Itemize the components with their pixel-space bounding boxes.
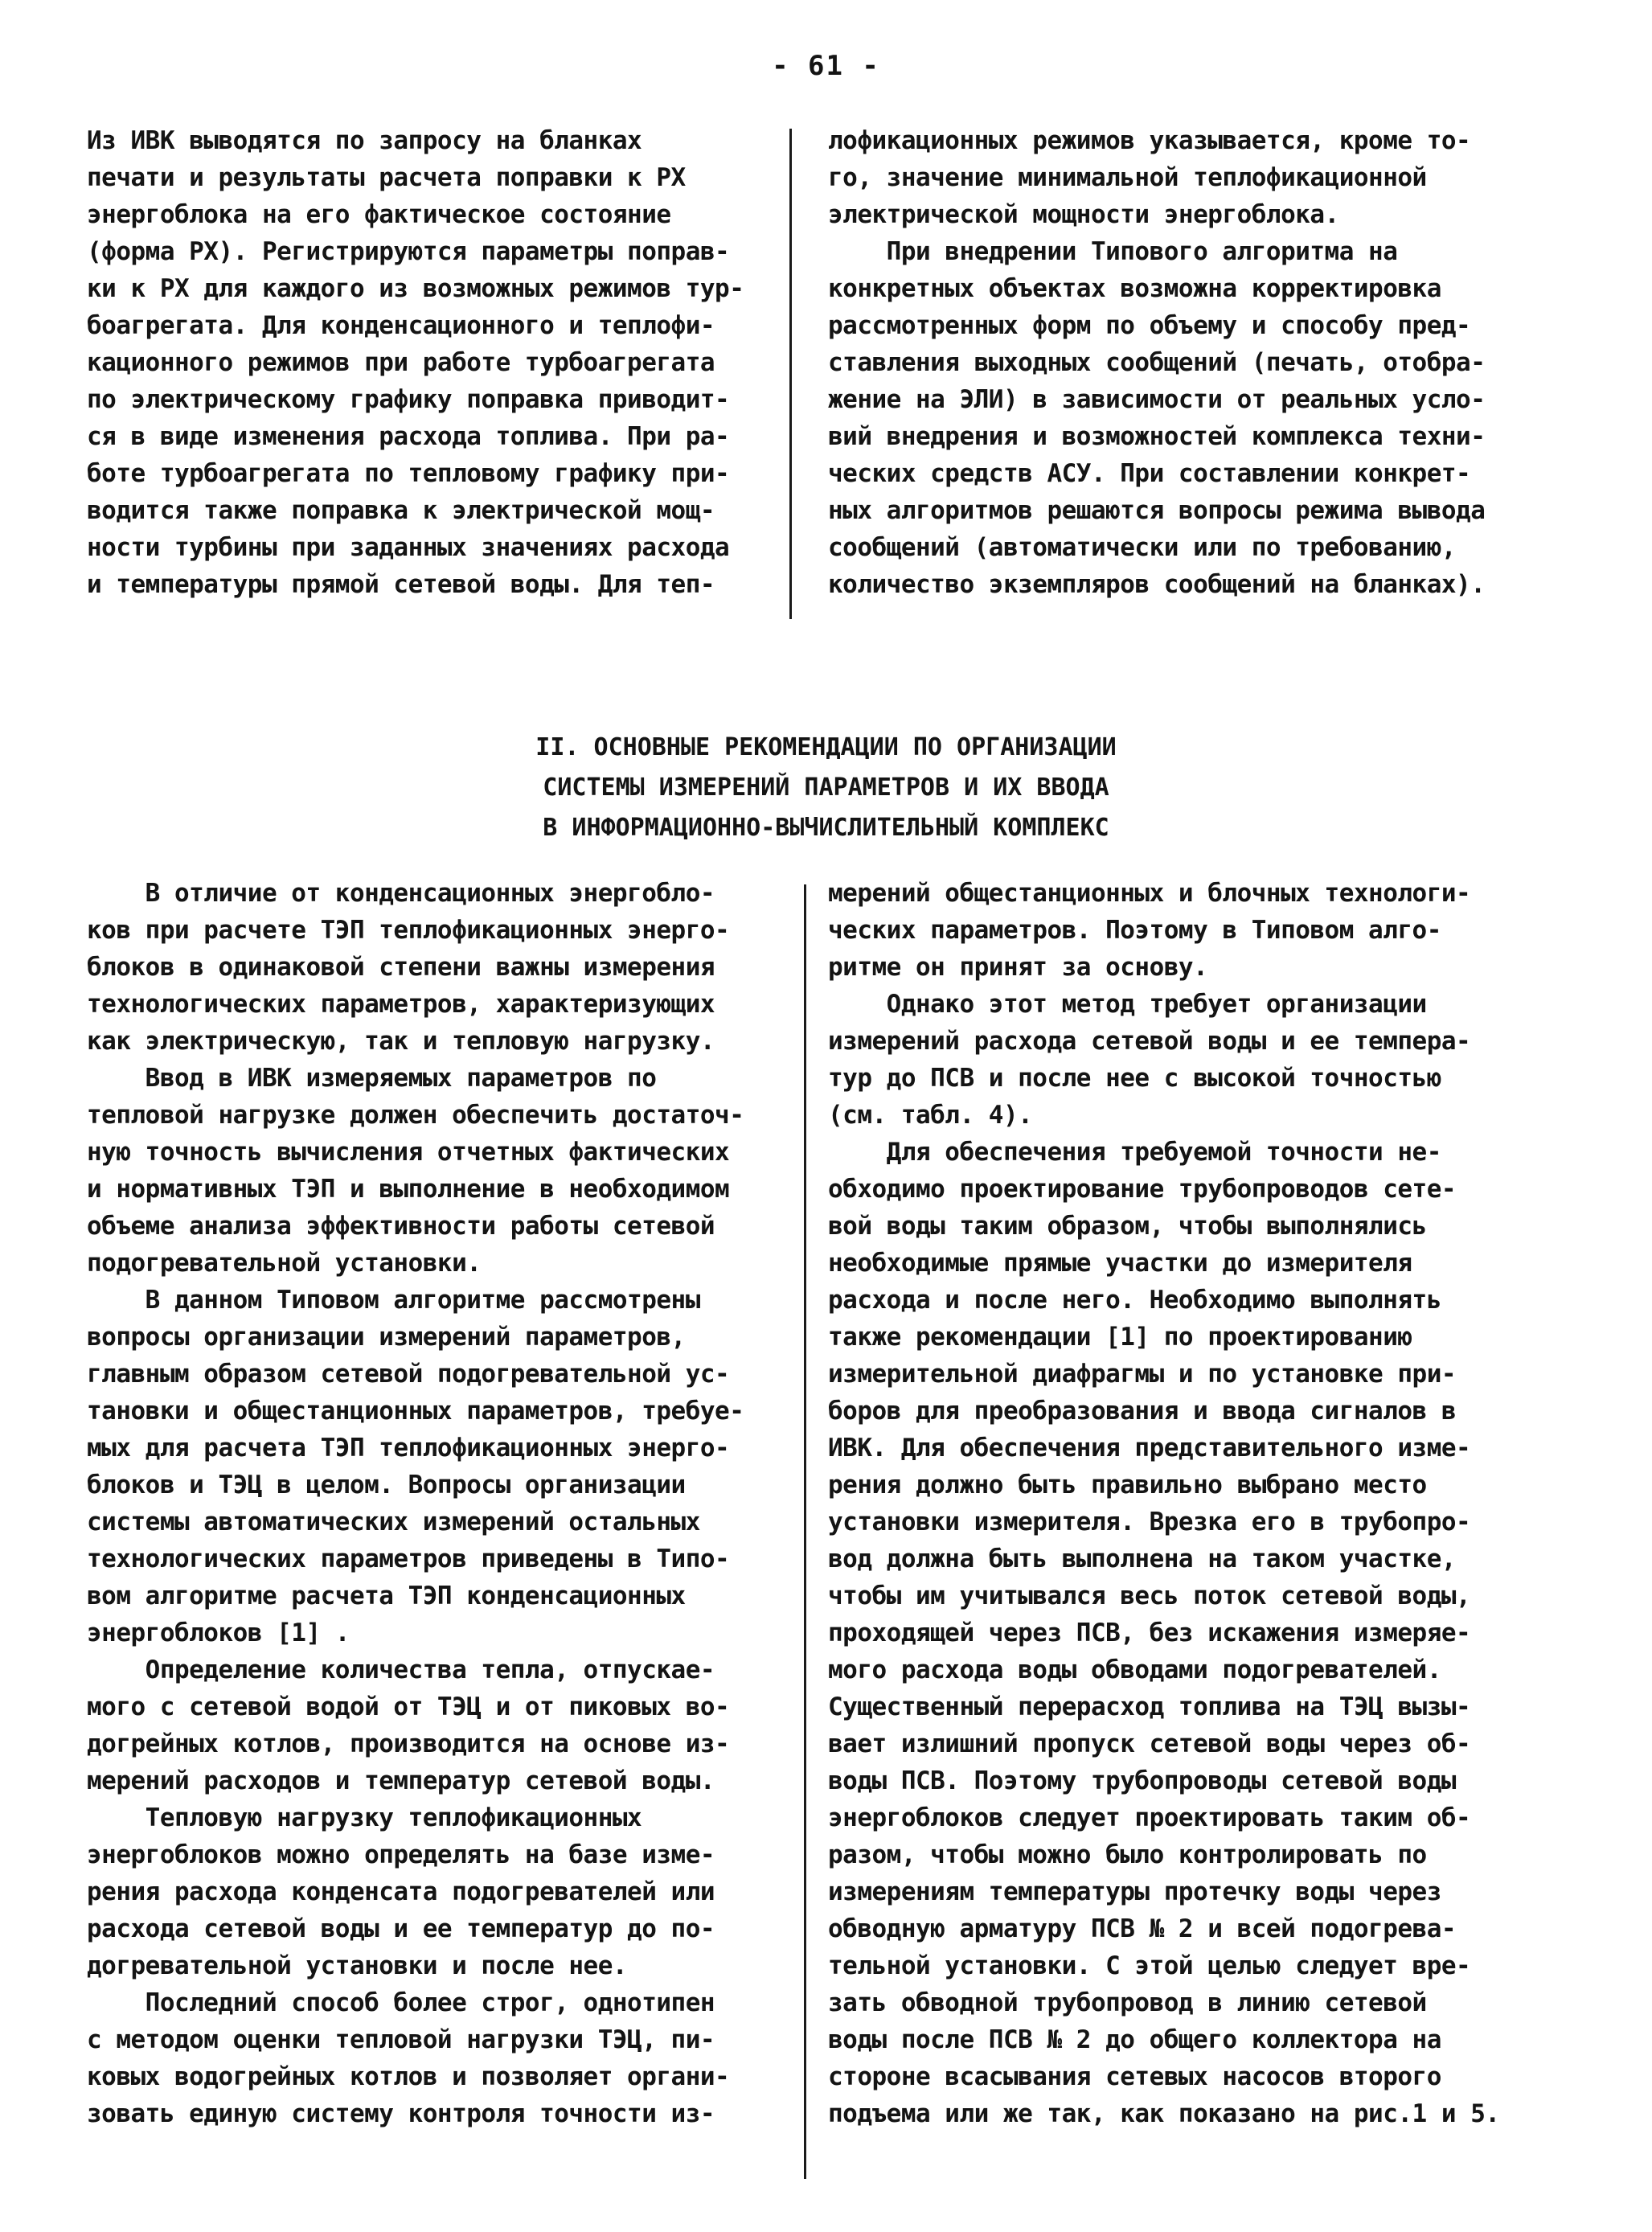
text-line: зовать единую систему контроля точности из- [87,2099,715,2128]
text-line: Из ИВК выводятся по запросу на бланках [87,126,642,155]
text-line: энергоблоков можно определять на базе изме- [87,1840,715,1869]
page-number: - 61 - [772,50,880,82]
text-line: вопросы организации измерений параметров, [87,1323,686,1352]
text-line: кационного режимов при работе турбоагрегата [87,348,715,377]
text-line: подъема или же так, как показано на рис.1 и 5. [828,2099,1500,2128]
text-line: воды после ПСВ № 2 до общего коллектора на [828,2025,1441,2054]
text-line: блоков в одинаковой степени важны измерения [87,953,715,982]
text-line: чтобы им учитывался весь поток сетевой воды, [828,1582,1471,1610]
text-line: рения должно быть правильно выбрано место [828,1471,1427,1500]
text-line: обходимо проектирование трубопроводов сете- [828,1175,1457,1204]
text-line: мых для расчета ТЭП теплофикационных энерго- [87,1434,730,1463]
text-line: расхода сетевой воды и ее температур до по- [87,1914,715,1943]
text-line: измерительной диафрагмы и по установке при- [828,1360,1457,1389]
text-line: как электрическую, так и тепловую нагрузку. [87,1027,715,1056]
text-line: Ввод в ИВК измеряемых параметров по [87,1064,657,1093]
text-line: энергоблоков [1] . [87,1619,350,1647]
text-line: (см. табл. 4). [828,1101,1033,1130]
text-line: В данном Типовом алгоритме рассмотрены [87,1286,700,1315]
text-line: лофикационных режимов указывается, кроме то- [828,126,1471,155]
text-line: тур до ПСВ и после нее с высокой точностью [828,1064,1441,1093]
text-line: мого с сетевой водой от ТЭЦ и от пиковых во- [87,1692,730,1721]
text-line: ки к РХ для каждого из возможных режимов тур- [87,274,744,303]
text-line: конкретных объектах возможна корректировка [828,274,1441,303]
text-line: блоков и ТЭЦ в целом. Вопросы организации [87,1471,686,1500]
text-line: Однако этот метод требует организации [828,990,1427,1019]
top-right-column [828,122,1535,603]
text-line: ся в виде изменения расхода топлива. При ра- [87,422,730,451]
text-line: сообщений (автоматически или по требованию, [828,533,1457,562]
text-line: по электрическому графику поправка приводит- [87,385,730,414]
text-line: и нормативных ТЭП и выполнение в необходимом [87,1175,730,1204]
text-line: воды ПСВ. Поэтому трубопроводы сетевой воды [828,1766,1457,1795]
text-line: ков при расчете ТЭП теплофикационных энерго- [87,916,730,945]
text-line: вой воды таким образом, чтобы выполнялись [828,1212,1427,1241]
bottom-left-column [87,875,794,2132]
text-line: ческих средств АСУ. При составлении конкрет- [828,459,1471,488]
text-line: энергоблоков следует проектировать таким об- [828,1803,1471,1832]
text-line: вом алгоритме расчета ТЭП конденсационных [87,1582,686,1610]
text-line: электрической мощности энергоблока. [828,200,1339,229]
text-line: ставления выходных сообщений (печать, отобра- [828,348,1486,377]
text-line: жение на ЭЛИ) в зависимости от реальных усло- [828,385,1486,414]
text-line: вает излишний пропуск сетевой воды через об- [828,1729,1471,1758]
text-line: стороне всасывания сетевых насосов второго [828,2062,1441,2091]
text-line: мерений общестанционных и блочных технологи- [828,879,1471,908]
text-line: проходящей через ПСВ, без искажения измеряе- [828,1619,1471,1647]
text-line: главным образом сетевой подогревательной ус- [87,1360,730,1389]
text-line: и температуры прямой сетевой воды. Для теп- [87,570,715,599]
text-line: ческих параметров. Поэтому в Типовом алго- [828,916,1441,945]
text-line: зать обводной трубопровод в линию сетевой [828,1988,1427,2017]
text-line: ных алгоритмов решаются вопросы режима вывода [828,496,1486,525]
text-line: догрейных котлов, производится на основе из- [87,1729,730,1758]
text-line: установки измерителя. Врезка его в трубопро- [828,1508,1471,1537]
text-line: вий внедрения и возможностей комплекса техни- [828,422,1486,451]
text-line: системы автоматических измерений остальных [87,1508,700,1537]
text-line: тельной установки. С этой целью следует вре- [828,1951,1471,1980]
text-line: подогревательной установки. [87,1249,482,1278]
text-line: с методом оценки тепловой нагрузки ТЭЦ, пи- [87,2025,715,2054]
text-line: также рекомендации [1] по проектированию [828,1323,1412,1352]
text-line: тепловой нагрузке должен обеспечить достаточ- [87,1101,744,1130]
text-line: мого расхода воды обводами подогревателей. [828,1656,1441,1684]
text-line: необходимые прямые участки до измерителя [828,1249,1412,1278]
column-divider-top [789,129,792,619]
text-line: тановки и общестанционных параметров, требуе- [87,1397,744,1426]
heading-line: СИСТЕМЫ ИЗМЕРЕНИЙ ПАРАМЕТРОВ И ИХ ВВОДА [543,773,1109,802]
text-line: ритме он принят за основу. [828,953,1208,982]
column-divider-bottom [804,884,806,2179]
text-line: рассмотренных форм по объему и способу пред- [828,311,1471,340]
heading-line: В ИНФОРМАЦИОННО-ВЫЧИСЛИТЕЛЬНЫЙ КОМПЛЕКС [543,814,1109,842]
text-line: расхода и после него. Необходимо выполнять [828,1286,1441,1315]
text-line: Существенный перерасход топлива на ТЭЦ вызы- [828,1692,1471,1721]
text-line: Определение количества тепла, отпускае- [87,1656,715,1684]
text-line: разом, чтобы можно было контролировать по [828,1840,1427,1869]
text-line: ковых водогрейных котлов и позволяет органи- [87,2062,730,2091]
bottom-right-column [828,875,1535,2132]
heading-line: II. ОСНОВНЫЕ РЕКОМЕНДАЦИИ ПО ОРГАНИЗАЦИИ [535,733,1117,761]
top-left-column [87,122,794,603]
text-line: При внедрении Типового алгоритма на [828,237,1398,266]
section-heading [0,728,1652,848]
text-line: ную точность вычисления отчетных фактических [87,1138,730,1167]
text-line: боров для преобразования и ввода сигналов в [828,1397,1457,1426]
text-line: энергоблока на его фактическое состояние [87,200,671,229]
text-line: объеме анализа эффективности работы сетевой [87,1212,715,1241]
text-line: вод должна быть выполнена на таком участке, [828,1545,1457,1573]
text-line: печати и результаты расчета поправки к РХ [87,163,686,192]
text-line: боте турбоагрегата по тепловому графику при- [87,459,730,488]
text-line: боагрегата. Для конденсационного и теплофи- [87,311,715,340]
text-line: Тепловую нагрузку теплофикационных [87,1803,642,1832]
text-line: измерений расхода сетевой воды и ее темпера- [828,1027,1471,1056]
text-line: измерениям температуры протечку воды через [828,1877,1441,1906]
text-line: ИВК. Для обеспечения представительного изме- [828,1434,1471,1463]
text-line: Для обеспечения требуемой точности не- [828,1138,1441,1167]
text-line: (форма РХ). Регистрируются параметры поправ- [87,237,730,266]
text-line: го, значение минимальной теплофикационной [828,163,1427,192]
text-line: технологических параметров, характеризующих [87,990,715,1019]
text-line: обводную арматуру ПСВ № 2 и всей подогрева- [828,1914,1457,1943]
text-line: рения расхода конденсата подогревателей или [87,1877,715,1906]
text-line: догревательной установки и после нее. [87,1951,628,1980]
text-line: водится также поправка к электрической мощ- [87,496,715,525]
text-line: Последний способ более строг, однотипен [87,1988,715,2017]
text-line: мерений расходов и температур сетевой воды. [87,1766,715,1795]
text-line: технологических параметров приведены в Типо- [87,1545,730,1573]
text-line: ности турбины при заданных значениях расхода [87,533,730,562]
text-line: количество экземпляров сообщений на бланках). [828,570,1486,599]
text-line: В отличие от конденсационных энергобло- [87,879,715,908]
